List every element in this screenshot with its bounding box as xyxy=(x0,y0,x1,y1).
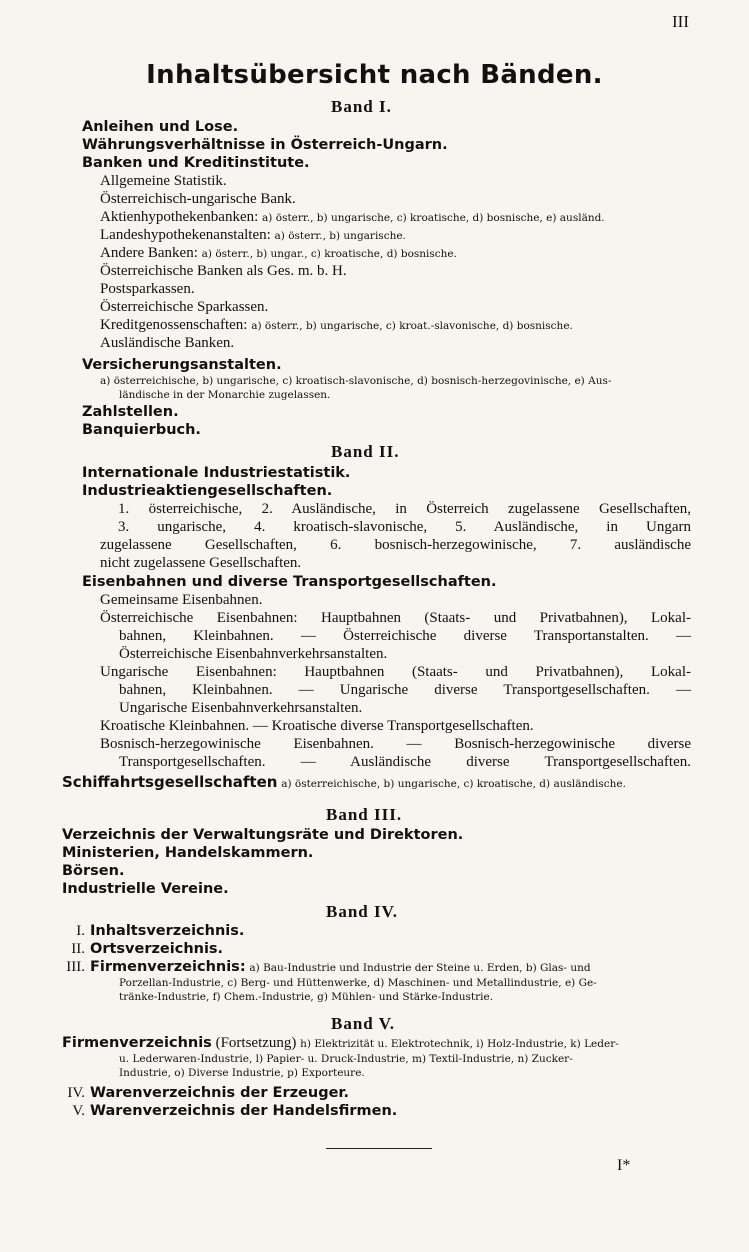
band2-line-15: Kroatische Kleinbahnen. — Kroatische diverse Transportgesellschaften. xyxy=(100,718,534,734)
page-number: III xyxy=(672,12,689,31)
band2-line-6: nicht zugelassene Gesellschaften. xyxy=(100,555,302,571)
band2-line-3: 1. österreichische, 2. Ausländische, in Österreich zugelassene Gesellschaften, xyxy=(118,501,691,517)
band1-line-5: Österreichisch-ungarische Bank. xyxy=(100,191,296,207)
band1-line-12: Kreditgenossenschaften: a) österr., b) ungarische, c) kroat.-slavonische, d) bosnische. xyxy=(100,317,573,333)
band1-line-14: Versicherungsanstalten. xyxy=(82,357,282,373)
band2-line-10: bahnen, Kleinbahnen. — Österreichische diverse Transportanstalten. — xyxy=(119,628,691,644)
band-heading-2: Band II. xyxy=(331,442,400,461)
band-heading-3: Band III. xyxy=(326,805,403,824)
band1-line-16: ländische in der Monarchie zugelassen. xyxy=(119,389,331,401)
signature-mark: I* xyxy=(617,1157,631,1174)
band2-line-7: Eisenbahnen und diverse Transportgesellschaften. xyxy=(82,574,497,590)
band1-line-13: Ausländische Banken. xyxy=(100,335,235,351)
band4-line-1: I. Inhaltsverzeichnis. xyxy=(76,923,245,939)
band5-line-3: Industrie, o) Diverse Industrie, p) Exporteure. xyxy=(119,1067,365,1079)
band3-line-1: Verzeichnis der Verwaltungsräte und Direktoren. xyxy=(62,827,464,843)
band1-line-11: Österreichische Sparkassen. xyxy=(100,299,269,315)
band2-line-5: zugelassene Gesellschaften, 6. bosnisch-herzegowinische, 7. ausländische xyxy=(100,537,691,553)
band1-line-3: Banken und Kreditinstitute. xyxy=(82,155,310,171)
band2-line-1: Internationale Industriestatistik. xyxy=(82,465,351,481)
band1-line-7: Landeshypothekenanstalten: a) österr., b) ungarische. xyxy=(100,227,406,243)
band1-line-8: Andere Banken: a) österr., b) ungar., c) kroatische, d) bosnische. xyxy=(100,245,457,261)
section-divider xyxy=(326,1148,432,1149)
band1-line-10: Postsparkassen. xyxy=(100,281,195,297)
band-heading-4: Band IV. xyxy=(326,902,398,921)
band-heading-5: Band V. xyxy=(331,1014,396,1033)
band1-line-17: Zahlstellen. xyxy=(82,404,179,420)
band1-line-1: Anleihen und Lose. xyxy=(82,119,239,135)
band1-line-15: a) österreichische, b) ungarische, c) kroatisch-slavonische, d) bosnisch-herzegovinische, e) Aus- xyxy=(100,375,612,387)
band3-line-2: Ministerien, Handelskammern. xyxy=(62,845,314,861)
band2-line-16: Bosnisch-herzegowinische Eisenbahnen. — Bosnisch-herzegowinische diverse xyxy=(100,736,691,752)
band1-line-9: Österreichische Banken als Ges. m. b. H. xyxy=(100,263,347,279)
band2-line-2: Industrieaktiengesellschaften. xyxy=(82,483,333,499)
band2-line-14: Ungarische Eisenbahnverkehrsanstalten. xyxy=(119,700,363,716)
band3-line-4: Industrielle Vereine. xyxy=(62,881,229,897)
band2-line-11: Österreichische Eisenbahnverkehrsanstalten. xyxy=(119,646,388,662)
band2-line-17: Transportgesellschaften. — Ausländische diverse Transportgesellschaften. xyxy=(119,754,691,770)
band4-line-5: tränke-Industrie, f) Chem.-Industrie, g) Mühlen- und Stärke-Industrie. xyxy=(119,991,494,1003)
band1-line-2: Währungsverhältnisse in Österreich-Ungarn. xyxy=(82,137,448,153)
band1-line-18: Banquierbuch. xyxy=(82,422,201,438)
band4-line-4: Porzellan-Industrie, c) Berg- und Hüttenwerke, d) Maschinen- und Metallindustrie, e) Ge- xyxy=(119,977,597,989)
band-heading-1: Band I. xyxy=(331,97,392,116)
page-title: Inhaltsübersicht nach Bänden. xyxy=(146,60,603,90)
band4-line-3: III. Firmenverzeichnis: a) Bau-Industrie und Industrie der Steine u. Erden, b) Glas- und xyxy=(66,959,591,975)
band2-line-9: Österreichische Eisenbahnen: Hauptbahnen (Staats- und Privatbahnen), Lokal- xyxy=(100,610,691,626)
band1-line-6: Aktienhypothekenbanken: a) österr., b) ungarische, c) kroatische, d) bosnische, e) ausländ. xyxy=(100,209,605,225)
band2-line-12: Ungarische Eisenbahnen: Hauptbahnen (Staats- und Privatbahnen), Lokal- xyxy=(100,664,691,680)
band2-line-8: Gemeinsame Eisenbahnen. xyxy=(100,592,263,608)
band1-line-4: Allgemeine Statistik. xyxy=(100,173,227,189)
band5-line-5: V. Warenverzeichnis der Handelsfirmen. xyxy=(72,1103,398,1119)
band5-line-2: u. Lederwaren-Industrie, l) Papier- u. Druck-Industrie, m) Textil-Industrie, n) Zucker- xyxy=(119,1053,573,1065)
band2-line-18: Schiffahrtsgesellschaften a) österreichische, b) ungarische, c) kroatische, d) ausländische. xyxy=(62,773,626,791)
band3-line-3: Börsen. xyxy=(62,863,125,879)
band2-line-13: bahnen, Kleinbahnen. — Ungarische diverse Transportgesellschaften. — xyxy=(119,682,691,698)
band5-line-4: IV. Warenverzeichnis der Erzeuger. xyxy=(67,1085,350,1101)
band2-line-4: 3. ungarische, 4. kroatisch-slavonische, 5. Ausländische, in Ungarn xyxy=(118,519,691,535)
band5-line-1: Firmenverzeichnis (Fortsetzung) h) Elektrizität u. Elektrotechnik, i) Holz-Industrie, k) Leder- xyxy=(62,1035,619,1051)
band4-line-2: II. Ortsverzeichnis. xyxy=(71,941,224,957)
